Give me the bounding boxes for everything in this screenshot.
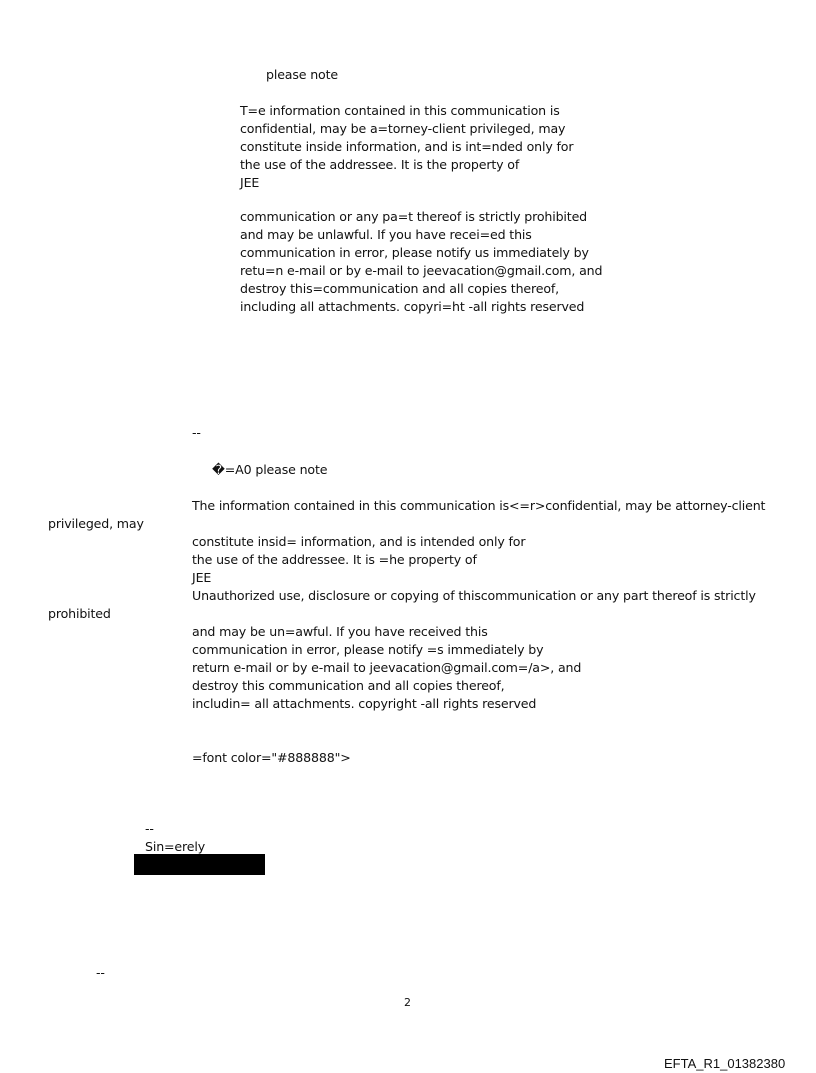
block1-para1-line: constitute inside information, and is int=nded only for [240,139,574,154]
block2-line: communication in error, please notify =s immediately by [192,642,544,657]
block1-para1-line: the use of the addressee. It is the property of [240,157,520,172]
block1-para2-line: communication in error, please notify us immediately by [240,245,589,260]
block2-font-tag: =font color="#888888"> [192,750,351,765]
footer-separator: -- [96,965,105,980]
block2-wrap-line: prohibited [48,606,111,621]
block1-para2-line: destroy this=communication and all copies thereof, [240,281,560,296]
block2-line: JEE [192,570,212,585]
bates-number: EFTA_R1_01382380 [664,1056,786,1071]
signature-closing: Sin=erely [145,839,206,854]
block2-line: The information contained in this communication is<=r>confidential, may be attorney-client [192,498,766,513]
block1-para1-line: T=e information contained in this communication is [240,103,560,118]
page-number: 2 [404,996,411,1009]
block2-line: constitute insid= information, and is intended only for [192,534,526,549]
block2-heading: �=A0 please note [212,462,328,477]
block1-para2-line: including all attachments. copyri=ht -all rights reserved [240,299,585,314]
block2-line: return e-mail or by e-mail to jeevacation@gmail.com=/a>, and [192,660,582,675]
block2-line: and may be un=awful. If you have received this [192,624,488,639]
block1-heading: please note [266,67,338,82]
block2-line: includin= all attachments. copyright -all rights reserved [192,696,537,711]
block2-line: the use of the addressee. It is =he property of [192,552,477,567]
block2-separator: -- [192,425,201,440]
block1-para2-line: retu=n e-mail or by e-mail to jeevacation@gmail.com, and [240,263,603,278]
redaction-bar [134,854,265,875]
block1-para2-line: and may be unlawful. If you have recei=ed this [240,227,532,242]
block2-wrap-line: privileged, may [48,516,144,531]
block2-line: Unauthorized use, disclosure or copying of thiscommunication or any part thereof is strictly [192,588,756,603]
signature-separator: -- [145,821,154,836]
block1-para1-line: confidential, may be a=torney-client privileged, may [240,121,566,136]
block1-para1-line: JEE [240,175,260,190]
block1-para2-line: communication or any pa=t thereof is strictly prohibited [240,209,588,224]
block2-line: destroy this communication and all copies thereof, [192,678,505,693]
